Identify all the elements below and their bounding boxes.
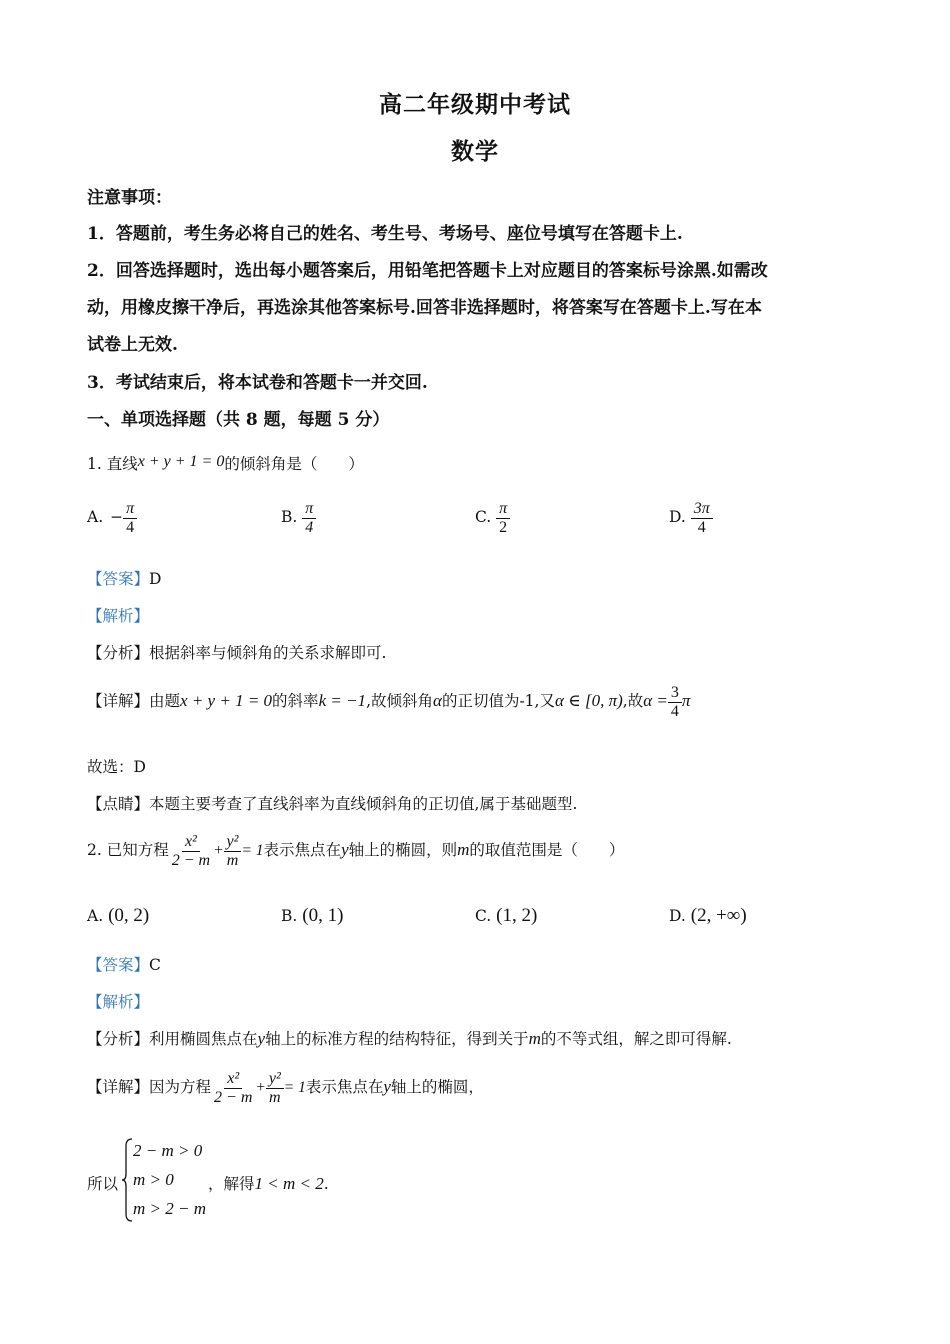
subject-title: 数学 xyxy=(451,138,499,165)
question-2-stem: 2. 已知方程 $\frac{\text{x²}}{2 - m}$ + $\frac{\text{y²}}{m}$ = 1表示焦点在y轴上的椭圆，则m的取值范围是（ ） xyxy=(87,833,625,869)
notice-item-2-line-1: 2．回答选择题时，选出每小题答案后，用铅笔把答题卡上对应题目的答案标号涂黑.如需改 xyxy=(87,261,768,281)
q2-ineq-1: 2 − m > 0 xyxy=(133,1141,203,1160)
q1-detail: 【详解】由题x + y + 1 = 0的斜率k = −1,故倾斜角α的正切值为-1,又α ∈ [0, π),故α = $\frac{3}{4}$ π xyxy=(87,684,691,720)
q2-ineq-3: m > 2 − m xyxy=(133,1199,206,1218)
q2-analysis-tag: 【解析】 xyxy=(87,993,150,1011)
q2-option-d[interactable]: D. (2, +∞) xyxy=(669,905,747,926)
notice-item-2-line-3: 试卷上无效. xyxy=(87,335,178,355)
q2-option-a[interactable]: A. (0, 2) xyxy=(87,905,150,926)
q2-so: 所以 xyxy=(87,1175,119,1193)
q2-option-c[interactable]: C. (1, 2) xyxy=(475,905,538,926)
notice-item-3: 3．考试结束后，将本试卷和答题卡一并交回. xyxy=(87,373,428,393)
exam-title: 高二年级期中考试 xyxy=(379,91,571,118)
brace-icon xyxy=(121,1138,133,1222)
notice-item-2-line-2: 动，用橡皮擦干净后，再选涂其他答案标号.回答非选择题时，将答案写在答题卡上.写在本 xyxy=(87,298,762,318)
q1-answer: 【答案】D xyxy=(87,570,162,588)
q1-option-c[interactable]: C. $\frac{\pi}{2}$ xyxy=(475,500,510,536)
q1-conclusion: 故选：D xyxy=(87,758,146,776)
q2-answer: 【答案】C xyxy=(87,956,161,974)
q1-comment: 【点睛】本题主要考查了直线斜率为直线倾斜角的正切值,属于基础题型. xyxy=(87,795,578,813)
section-heading: 一、单项选择题（共 8 题，每题 5 分） xyxy=(87,410,390,430)
q2-solve: ，解得1 < m < 2. xyxy=(208,1174,329,1193)
question-1-stem: 1. 直线x + y + 1 = 0的倾斜角是（ ） xyxy=(87,453,364,473)
q1-option-a[interactable]: A. − $\frac{\pi}{4}$ xyxy=(87,500,137,536)
q1-equation: x + y + 1 = 0 xyxy=(137,453,225,470)
q2-detail: 【详解】因为方程 $\frac{\text{x²}}{2 - m}$ + $\frac{\text{y²}}{m}$ = 1表示焦点在y轴上的椭圆， xyxy=(87,1070,484,1106)
q2-fenxi: 【分析】利用椭圆焦点在y轴上的标准方程的结构特征，得到关于m的不等式组，解之即可得解. xyxy=(87,1029,732,1048)
q2-option-b[interactable]: B. (0, 1) xyxy=(281,905,344,926)
q1-option-d[interactable]: D. $\frac{3\pi}{4}$ xyxy=(669,500,713,536)
q1-analysis-tag: 【解析】 xyxy=(87,607,150,625)
notice-item-1: 1．答题前，考生务必将自己的姓名、考生号、考场号、座位号填写在答题卡上. xyxy=(87,224,683,244)
notice-heading: 注意事项： xyxy=(87,188,172,208)
q2-ineq-2: m > 0 xyxy=(133,1170,174,1189)
q1-fenxi: 【分析】根据斜率与倾斜角的关系求解即可. xyxy=(87,644,387,662)
q1-option-b[interactable]: B. $\frac{\pi}{4}$ xyxy=(281,500,316,536)
